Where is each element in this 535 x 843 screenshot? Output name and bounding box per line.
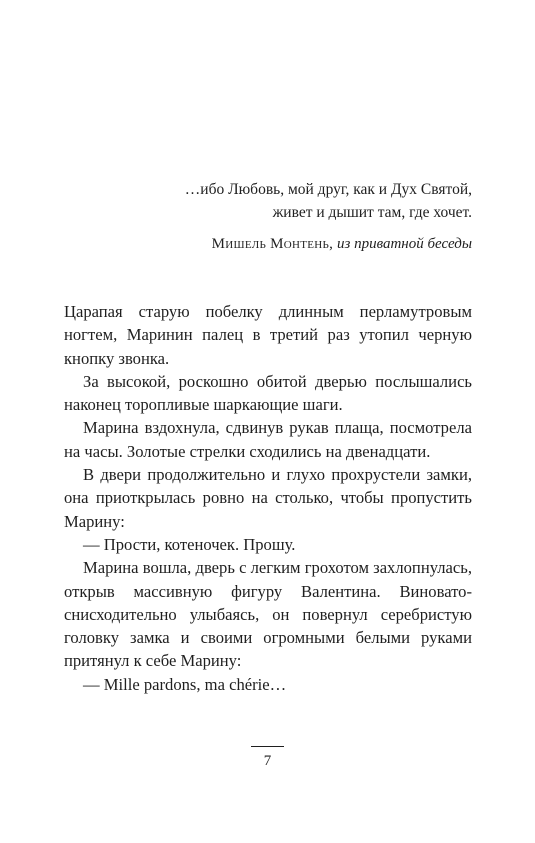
footer-rule: [251, 746, 284, 747]
page-number: 7: [263, 753, 272, 769]
epigraph-line: …ибо Любовь, мой друг, как и Дух Святой,: [184, 181, 472, 198]
epigraph-line: живет и дышит там, где хочет.: [272, 204, 472, 221]
paragraph: Марина вошла, дверь с легким грохотом захлопнулась, открыв массивную фигуру Валентина. Виновато-снисходительно улыбаясь, он повернул серебристую головку замка и своими огромными белыми руками притянул к себе Марину:: [64, 558, 472, 671]
paragraph: Царапая старую побелку длинным перламутровым ногтем, Маринин палец в третий раз утопил черную кнопку звонка.: [64, 302, 472, 368]
paragraph: За высокой, роскошно обитой дверью послышались наконец торопливые шаркающие шаги.: [64, 371, 472, 415]
dialogue-line: — Mille pardons, ma chérie…: [83, 674, 287, 694]
paragraph: В двери продолжительно и глухо прохрустели замки, она приоткрылась ровно на столько, чтобы пропустить Марину:: [64, 465, 472, 531]
epigraph-author: Мишель Монтень,: [211, 236, 334, 252]
epigraph-attribution: [185, 233, 472, 256]
main-text: [64, 300, 472, 696]
dialogue-line: — Прости, котеночек. Прошу.: [83, 534, 296, 554]
paragraph: Марина вздохнула, сдвинув рукав плаща, посмотрела на часы. Золотые стрелки сходились на двенадцати.: [64, 418, 472, 461]
epigraph-source: из приватной беседы: [336, 236, 472, 252]
epigraph: [185, 178, 472, 256]
